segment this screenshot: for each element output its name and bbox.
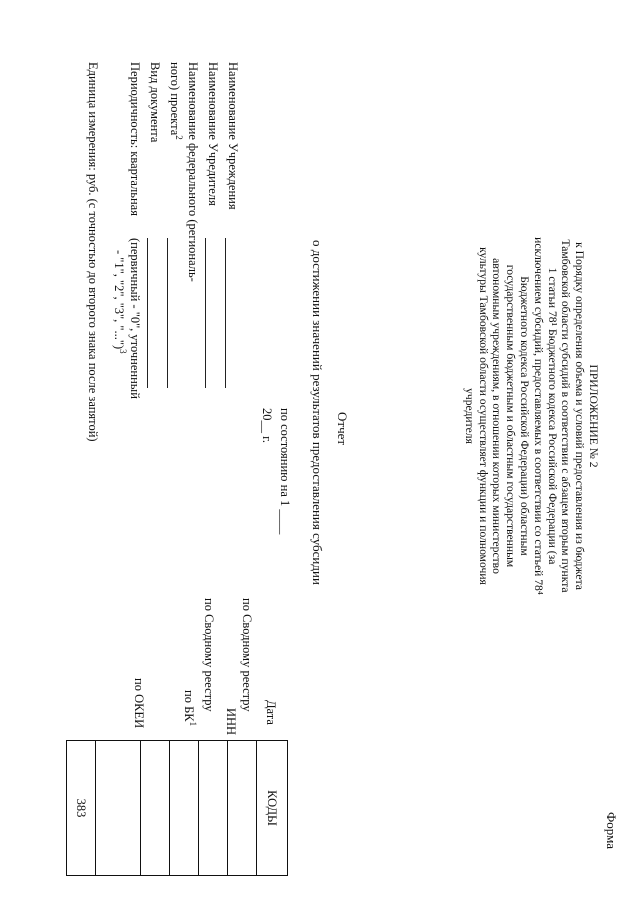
codes-cell-okei: 383 — [67, 741, 96, 876]
doc-type-underline — [147, 238, 148, 388]
appendix-header — [462, 196, 600, 636]
codes-table — [66, 740, 288, 876]
codes-cell-date — [228, 741, 257, 876]
codes-label-bk — [182, 690, 199, 727]
footnote-mark: 1 — [188, 721, 199, 727]
project-underline — [167, 238, 168, 388]
codes-label-okei: по ОКЕИ — [132, 678, 146, 729]
codes-label-inn: ИНН — [224, 708, 238, 736]
footnote-mark: 3 — [118, 349, 129, 354]
doc-type-hint-line-1: (первичный - "0", уточненный — [128, 238, 142, 399]
field-project-text: ного) проекта — [168, 62, 182, 136]
codes-label-registry-2: по Сводному реестру — [202, 598, 216, 712]
field-founder: Наименование Учредителя — [206, 62, 220, 206]
codes-label-bk-text: по БК — [182, 690, 196, 722]
as-of-line-2: 20__ г. — [260, 408, 274, 443]
institution-underline — [225, 238, 226, 388]
report-title: Отчет — [335, 412, 350, 446]
field-doc-type: Вид документа — [148, 62, 162, 143]
field-periodicity: Периодичность: квартальная — [128, 62, 142, 216]
as-of-line-1: по состоянию на 1 ____ — [278, 408, 292, 535]
appendix-line: Тамбовской области субсидий в соответствии с абзацем вторым пункта — [559, 239, 573, 593]
field-institution: Наименование Учреждения — [226, 62, 240, 210]
appendix-line: Бюджетного кодекса Российской Федерации) областным — [518, 276, 532, 556]
codes-label-registry-1: по Сводному реестру — [240, 598, 254, 712]
appendix-title: ПРИЛОЖЕНИЕ № 2 — [587, 364, 600, 468]
doc-type-hint-line-2 — [112, 250, 129, 354]
report-subtitle: о достижении значений результатов предоставления субсидии — [310, 240, 325, 585]
codes-cell-bk — [141, 741, 170, 876]
appendix-line: учредителя — [462, 388, 476, 444]
form-label: Форма — [604, 812, 619, 849]
field-project-line-1: Наименование федерального (региональ- — [186, 62, 200, 282]
footnote-mark: 2 — [174, 135, 185, 140]
founder-underline — [205, 238, 206, 388]
field-unit: Единица измерения: руб. (с точностью до второго знака после запятой) — [86, 62, 100, 442]
field-project-line-2 — [168, 62, 185, 140]
codes-label-date: Дата — [264, 700, 278, 725]
appendix-line: автономным учреждениям, в отношении которых министерство — [490, 258, 504, 574]
appendix-line: государственным бюджетным и областным государственным — [504, 264, 518, 568]
codes-cell-registry — [170, 741, 199, 876]
appendix-line: культуры Тамбовской области осуществляет функции и полномочия — [476, 247, 490, 585]
doc-type-hint-text: - "1", "2", "3", "...") — [112, 250, 126, 350]
codes-cell-registry-2 — [96, 741, 141, 876]
appendix-line: исключением субсидий, предоставляемых в соответствии со статьей 78⁴ — [531, 237, 545, 595]
appendix-line: 1 статьи 78¹ Бюджетного кодекса Российской Федерации (за — [545, 267, 559, 565]
codes-cell-inn — [199, 741, 228, 876]
codes-header: КОДЫ — [257, 741, 288, 876]
appendix-line: к Порядку определения объема и условий предоставления из бюджета — [573, 242, 587, 590]
